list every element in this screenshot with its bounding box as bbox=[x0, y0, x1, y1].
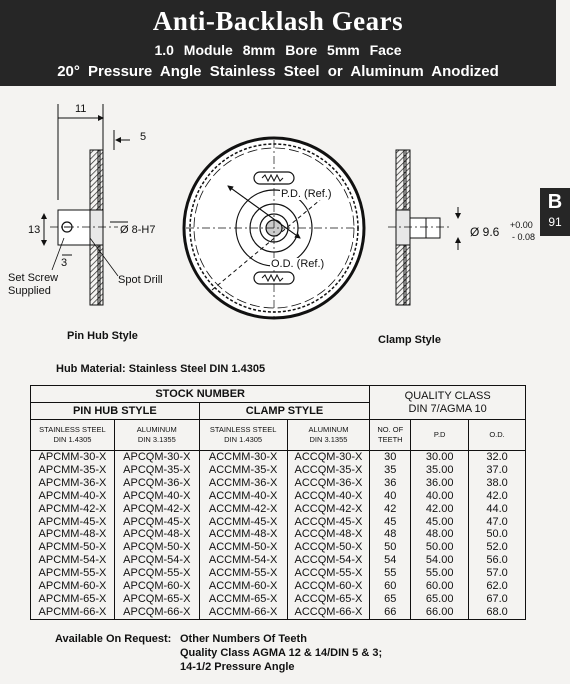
table-cell: 55.00 bbox=[425, 567, 454, 580]
clamp-style-header: CLAMP STYLE bbox=[199, 403, 370, 420]
table-cell: 35.00 bbox=[425, 463, 454, 476]
table-cell: 42.00 bbox=[425, 502, 454, 515]
clamp-caption: Clamp Style bbox=[378, 334, 441, 346]
table-cell: APCQM-42-X bbox=[123, 502, 191, 515]
table-cell: APCQM-66-X bbox=[123, 605, 191, 618]
table-cell: 62.0 bbox=[486, 580, 508, 593]
table-cell: ACCQM-48-X bbox=[294, 528, 363, 541]
bore-label: Ø 8-H7 bbox=[120, 224, 156, 236]
gear-front-view bbox=[184, 138, 364, 318]
table-cell: APCQM-40-X bbox=[123, 489, 191, 502]
table-cell: 42 bbox=[384, 502, 397, 515]
stock-table bbox=[30, 385, 526, 620]
od-ref-label: O.D. (Ref.) bbox=[271, 258, 325, 270]
table-cell: APCMM-30-X bbox=[38, 451, 107, 463]
table-cell: APCMM-45-X bbox=[38, 515, 107, 528]
table-cell: 50.0 bbox=[486, 528, 508, 541]
table-cell: 44.0 bbox=[486, 502, 508, 515]
page-title: Anti-Backlash Gears bbox=[152, 6, 404, 36]
table-cell: APCMM-65-X bbox=[38, 592, 107, 605]
col-pd: P.D bbox=[411, 420, 469, 451]
table-cell: 55 bbox=[384, 567, 397, 580]
aluminum-clamp-column-values bbox=[287, 451, 370, 620]
table-cell: 66 bbox=[384, 605, 397, 618]
table-cell: 45.00 bbox=[425, 515, 454, 528]
od-column-values bbox=[469, 451, 526, 620]
table-cell: ACCMM-65-X bbox=[208, 592, 278, 605]
tolerance-plus: +0.00 bbox=[510, 220, 533, 230]
table-cell: ACCQM-65-X bbox=[294, 592, 363, 605]
table-cell: ACCQM-35-X bbox=[294, 463, 363, 476]
clamp-diameter-label: Ø 9.6 bbox=[470, 225, 500, 239]
table-cell: 35 bbox=[384, 463, 397, 476]
availability-note bbox=[55, 632, 383, 673]
table-cell: 50.00 bbox=[425, 541, 454, 554]
table-cell: 36 bbox=[384, 476, 397, 489]
table-cell: APCMM-54-X bbox=[38, 554, 107, 567]
table-cell: APCQM-60-X bbox=[123, 580, 191, 593]
table-cell: APCQM-35-X bbox=[123, 463, 191, 476]
table-cell: 66.00 bbox=[425, 605, 454, 618]
table-cell: 32.0 bbox=[486, 451, 508, 463]
table-cell: 54 bbox=[384, 554, 397, 567]
table-cell: APCMM-35-X bbox=[38, 463, 107, 476]
table-cell: 40 bbox=[384, 489, 397, 502]
availability-line-2: Quality Class AGMA 12 & 14/DIN 5 & 3; bbox=[180, 647, 383, 659]
aluminum-pin-column-values bbox=[114, 451, 199, 620]
table-cell: 40.00 bbox=[425, 489, 454, 502]
page-number: 91 bbox=[548, 215, 562, 229]
table-cell: ACCMM-36-X bbox=[208, 476, 278, 489]
clamp-side-view bbox=[388, 150, 458, 305]
table-cell: ACCMM-55-X bbox=[208, 567, 278, 580]
stainless-pin-column-values bbox=[31, 451, 115, 620]
table-cell: ACCMM-35-X bbox=[208, 463, 278, 476]
table-cell: APCMM-55-X bbox=[38, 567, 107, 580]
table-cell: APCMM-42-X bbox=[38, 502, 107, 515]
col-od: O.D. bbox=[469, 420, 526, 451]
table-cell: 36.00 bbox=[425, 476, 454, 489]
table-cell: ACCQM-54-X bbox=[294, 554, 363, 567]
table-cell: ACCQM-42-X bbox=[294, 502, 363, 515]
dim-5-label: 5 bbox=[140, 131, 147, 143]
col-stainless-pin: STAINLESS STEEL DIN 1.4305 bbox=[31, 420, 115, 451]
table-cell: 57.0 bbox=[486, 567, 508, 580]
col-aluminum-clamp: ALUMINUM DIN 3.1355 bbox=[287, 420, 370, 451]
table-cell: ACCMM-54-X bbox=[208, 554, 278, 567]
pin-hub-caption: Pin Hub Style bbox=[67, 330, 138, 342]
table-cell: 68.0 bbox=[486, 605, 508, 618]
col-teeth: NO. OF TEETH bbox=[370, 420, 411, 451]
stainless-clamp-column-values bbox=[199, 451, 287, 620]
table-cell: APCQM-36-X bbox=[123, 476, 191, 489]
hub-material: Hub Material: Stainless Steel DIN 1.4305 bbox=[56, 363, 266, 375]
table-cell: APCQM-48-X bbox=[123, 528, 191, 541]
table-cell: 65 bbox=[384, 592, 397, 605]
tolerance-minus: - 0.08 bbox=[512, 232, 536, 242]
table-cell: ACCMM-45-X bbox=[208, 515, 278, 528]
pin-hub-style-header: PIN HUB STYLE bbox=[31, 403, 200, 420]
table-cell: ACCQM-36-X bbox=[294, 476, 363, 489]
table-cell: APCMM-60-X bbox=[38, 580, 107, 593]
table-cell: 54.00 bbox=[425, 554, 454, 567]
table-cell: APCMM-40-X bbox=[38, 489, 107, 502]
table-cell: 30 bbox=[384, 451, 397, 463]
table-cell: APCMM-66-X bbox=[38, 605, 107, 618]
table-cell: APCQM-50-X bbox=[123, 541, 191, 554]
table-cell: 60 bbox=[384, 580, 397, 593]
table-cell: ACCMM-48-X bbox=[208, 528, 278, 541]
spec-line-1: 1.0 Module 8mm Bore 5mm Face bbox=[154, 42, 402, 58]
table-cell: 42.0 bbox=[486, 489, 508, 502]
table-cell: 67.0 bbox=[486, 592, 508, 605]
table-cell: 37.0 bbox=[486, 463, 508, 476]
table-cell: ACCMM-30-X bbox=[208, 451, 278, 463]
spec-line-2: 20° Pressure Angle Stainless Steel or Aluminum Anodized bbox=[57, 63, 499, 80]
table-cell: 45 bbox=[384, 515, 397, 528]
table-cell: 30.00 bbox=[425, 451, 454, 463]
table-cell: APCQM-30-X bbox=[123, 451, 191, 463]
table-cell: APCMM-50-X bbox=[38, 541, 107, 554]
table-cell: 65.00 bbox=[425, 592, 454, 605]
table-cell: ACCMM-60-X bbox=[208, 580, 278, 593]
table-cell: 60.00 bbox=[425, 580, 454, 593]
spot-drill-label: Spot Drill bbox=[118, 274, 163, 286]
table-cell: ACCQM-55-X bbox=[294, 567, 363, 580]
table-cell: 48.00 bbox=[425, 528, 454, 541]
stock-number-header: STOCK NUMBER bbox=[31, 386, 370, 403]
table-cell: 52.0 bbox=[486, 541, 508, 554]
table-cell: APCMM-36-X bbox=[38, 476, 107, 489]
availability-line-3: 14-1/2 Pressure Angle bbox=[180, 661, 295, 673]
pd-column-values bbox=[411, 451, 469, 620]
table-cell: ACCQM-40-X bbox=[294, 489, 363, 502]
table-cell: ACCMM-66-X bbox=[208, 605, 278, 618]
pd-ref-label: P.D. (Ref.) bbox=[281, 188, 332, 200]
dim-3-label: 3 bbox=[61, 257, 68, 269]
teeth-column-values bbox=[370, 451, 411, 620]
col-stainless-clamp: STAINLESS STEEL DIN 1.4305 bbox=[199, 420, 287, 451]
table-cell: ACCQM-45-X bbox=[294, 515, 363, 528]
dim-11-label: 11 bbox=[75, 103, 87, 115]
table-cell: APCQM-54-X bbox=[123, 554, 191, 567]
table-body-row bbox=[31, 451, 526, 620]
table-cell: 56.0 bbox=[486, 554, 508, 567]
table-cell: ACCMM-40-X bbox=[208, 489, 278, 502]
table-cell: APCMM-48-X bbox=[38, 528, 107, 541]
section-letter: B bbox=[547, 191, 563, 213]
table-cell: ACCQM-30-X bbox=[294, 451, 363, 463]
table-cell: APCQM-55-X bbox=[123, 567, 191, 580]
dim-13-label: 13 bbox=[28, 224, 41, 236]
table-cell: 38.0 bbox=[486, 476, 508, 489]
quality-class-header: QUALITY CLASS DIN 7/AGMA 10 bbox=[370, 386, 526, 420]
table-cell: ACCQM-50-X bbox=[294, 541, 363, 554]
table-cell: ACCMM-42-X bbox=[208, 502, 278, 515]
table-cell: ACCQM-60-X bbox=[294, 580, 363, 593]
availability-line-1: Other Numbers Of Teeth bbox=[180, 633, 307, 645]
col-aluminum-pin: ALUMINUM DIN 3.1355 bbox=[114, 420, 199, 451]
table-cell: APCQM-65-X bbox=[123, 592, 191, 605]
table-cell: APCQM-45-X bbox=[123, 515, 191, 528]
table-cell: 47.0 bbox=[486, 515, 508, 528]
set-screw-label: Set Screw Supplied bbox=[8, 272, 59, 297]
table-cell: 48 bbox=[384, 528, 397, 541]
table-cell: ACCMM-50-X bbox=[208, 541, 278, 554]
table-cell: 50 bbox=[384, 541, 397, 554]
availability-label: Available On Request: bbox=[55, 633, 172, 645]
table-cell: ACCQM-66-X bbox=[294, 605, 363, 618]
